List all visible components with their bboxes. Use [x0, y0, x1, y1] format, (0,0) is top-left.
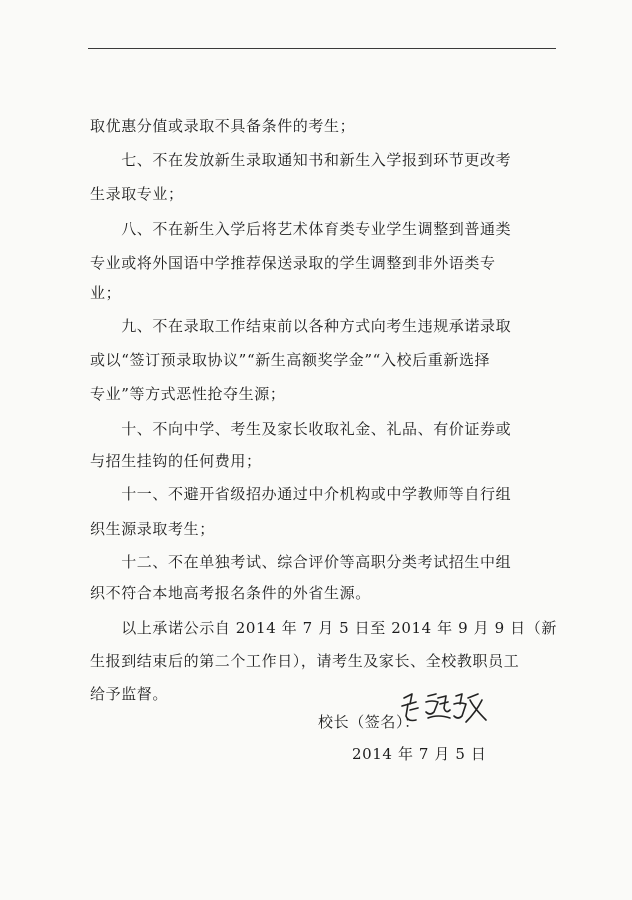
signature-date: 2014 年 7 月 5 日 — [352, 745, 487, 763]
text-line: 专业或将外国语中学推荐保送录取的学生调整到非外语类专 — [90, 254, 496, 272]
text-line: 生报到结束后的第二个工作日），请考生及家长、全校教职员工 — [90, 652, 520, 670]
text-line: 七、不在发放新生录取通知书和新生入学报到环节更改考 — [90, 151, 512, 169]
text-line: 八、不在新生入学后将艺术体育类专业学生调整到普通类 — [90, 220, 512, 238]
text-line: 织不符合本地高考报名条件的外省生源。 — [90, 584, 371, 602]
text-line: 生录取专业； — [90, 185, 184, 203]
text-line: 或以“签订预录取协议”“新生高额奖学金”“入校后重新选择 — [90, 351, 491, 369]
text-line: 十、不向中学、考生及家长收取礼金、礼品、有价证券或 — [90, 420, 512, 438]
handwritten-signature — [398, 690, 490, 730]
text-line: 业； — [90, 284, 122, 302]
text-line: 九、不在录取工作结束前以各种方式向考生违规承诺录取 — [90, 317, 512, 335]
header-rule — [88, 48, 556, 49]
text-line: 专业”等方式恶性抢夺生源； — [90, 385, 286, 403]
signature-label: 校长（签名）： — [318, 713, 420, 731]
text-line: 与招生挂钩的任何费用； — [90, 452, 262, 470]
text-line: 十一、不避开省级招办通过中介机构或中学教师等自行组 — [90, 485, 512, 503]
text-line: 以上承诺公示自 2014 年 7 月 5 日至 2014 年 9 月 9 日（新 — [90, 619, 557, 637]
text-line: 取优惠分值或录取不具备条件的考生； — [90, 117, 356, 135]
text-line: 织生源录取考生； — [90, 520, 215, 538]
text-line: 给予监督。 — [90, 685, 169, 703]
text-line: 十二、不在单独考试、综合评价等高职分类考试招生中组 — [90, 553, 512, 571]
